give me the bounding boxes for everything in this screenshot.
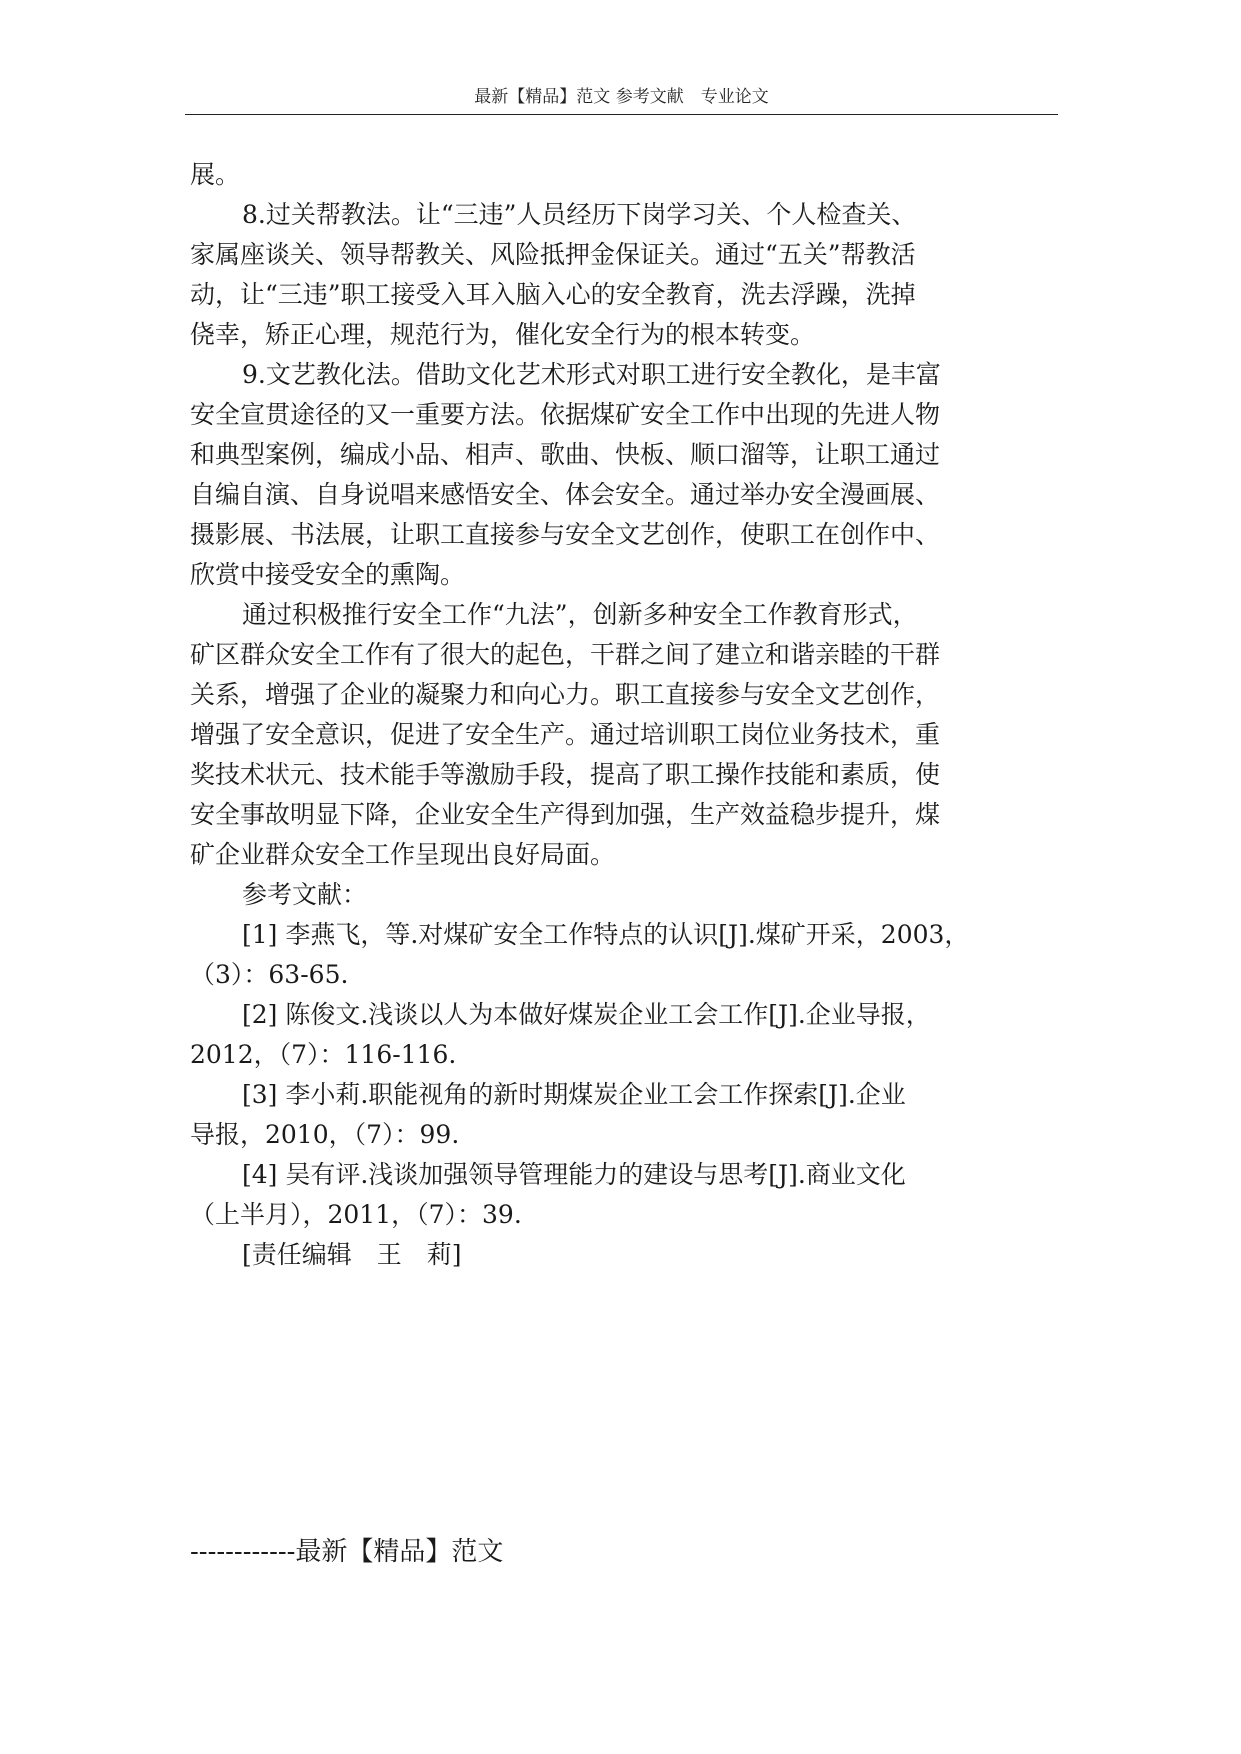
text-line: 自编自演、自身说唱来感悟安全、体会安全。通过举办安全漫画展、 <box>190 480 941 509</box>
text-line: 奖技术状元、技术能手等激励手段，提高了职工操作技能和素质，使 <box>190 760 941 789</box>
text-line: 矿企业群众安全工作呈现出良好局面。 <box>190 840 616 869</box>
text-line: 导报，2010，（7）：99. <box>190 1120 460 1149</box>
text-line: 展。 <box>190 160 241 189</box>
text-line: 9.文艺教化法。借助文化艺术形式对职工进行安全教化，是丰富 <box>242 360 941 389</box>
text-line: [3] 李小莉.职能视角的新时期煤炭企业工会工作探索[J].企业 <box>242 1080 906 1109</box>
body-text <box>190 155 1060 1275</box>
text-line: 家属座谈关、领导帮教关、风险抵押金保证关。通过“五关”帮教活 <box>190 240 916 269</box>
text-line: 侥幸，矫正心理，规范行为，催化安全行为的根本转变。 <box>190 320 816 349</box>
text-line: 摄影展、书法展，让职工直接参与安全文艺创作，使职工在创作中、 <box>190 520 941 549</box>
text-line: [责任编辑 王 莉] <box>242 1240 462 1269</box>
text-line: 安全宣贯途径的又一重要方法。依据煤矿安全工作中出现的先进人物 <box>190 400 941 429</box>
text-line: 8.过关帮教法。让“三违”人员经历下岗学习关、个人检查关、 <box>242 200 917 229</box>
page-footer: ------------最新【精品】范文 <box>190 1537 504 1567</box>
header-text: 最新【精品】范文 参考文献 专业论文 <box>474 87 769 107</box>
text-line: （上半月），2011，（7）：39. <box>190 1200 522 1229</box>
text-line: 关系，增强了企业的凝聚力和向心力。职工直接参与安全文艺创作， <box>190 680 941 709</box>
text-line: 和典型案例，编成小品、相声、歌曲、快板、顺口溜等，让职工通过 <box>190 440 941 469</box>
text-line: 动，让“三违”职工接受入耳入脑入心的安全教育，洗去浮躁，洗掉 <box>190 280 916 309</box>
text-line: 2012，（7）：116-116. <box>190 1040 457 1069</box>
text-line: 增强了安全意识，促进了安全生产。通过培训职工岗位业务技术，重 <box>190 720 941 749</box>
text-line: [4] 吴有评.浅谈加强领导管理能力的建设与思考[J].商业文化 <box>242 1160 906 1189</box>
page-header <box>185 86 1058 115</box>
text-line: 通过积极推行安全工作“九法”，创新多种安全工作教育形式， <box>242 600 918 629</box>
text-line: （3）：63-65. <box>190 960 349 989</box>
text-line: 矿区群众安全工作有了很大的起色，干群之间了建立和谐亲睦的干群 <box>190 640 941 669</box>
text-line: 欣赏中接受安全的熏陶。 <box>190 560 466 589</box>
text-line: 安全事故明显下降，企业安全生产得到加强，生产效益稳步提升，煤 <box>190 800 941 829</box>
text-line: [2] 陈俊文.浅谈以人为本做好煤炭企业工会工作[J].企业导报， <box>242 1000 931 1029</box>
text-line: 参考文献： <box>242 880 368 909</box>
text-line: [1] 李燕飞，等.对煤矿安全工作特点的认识[J].煤矿开采，2003， <box>242 920 970 949</box>
